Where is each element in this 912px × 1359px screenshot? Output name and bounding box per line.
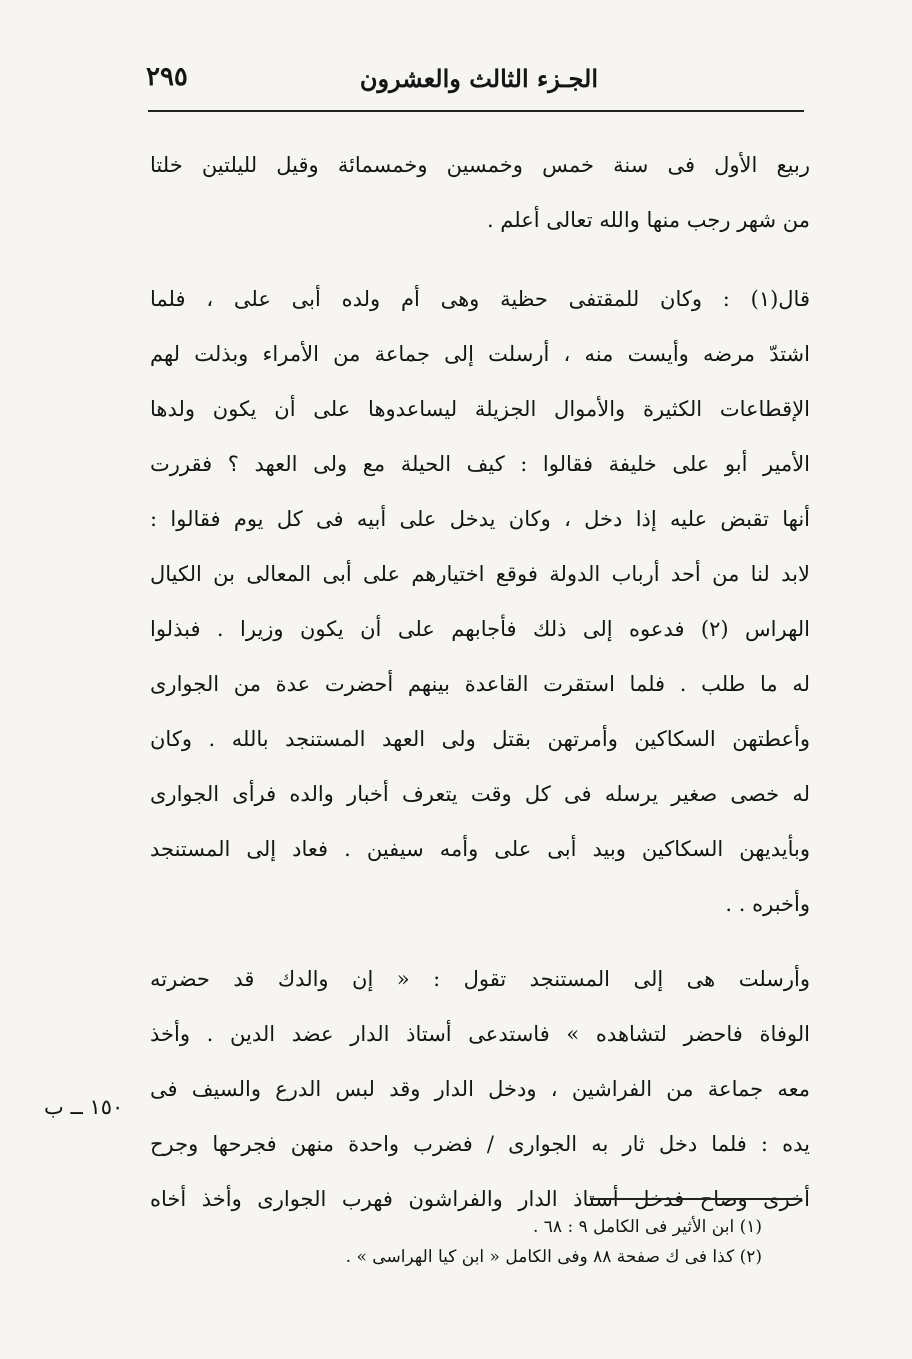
text-line: يده : فلما دخل ثار به الجوارى / فضرب واحدة منهن فجرحها وجرح [150,1132,810,1156]
text-line: الإقطاعات الكثيرة والأموال الجزيلة ليساعدوها على أن يكون ولدها [150,397,810,421]
text-line: له ما طلب . فلما استقرت القاعدة بينهم أحضرت عدة من الجوارى [150,672,810,696]
paragraph-gap [150,932,810,952]
footnotes [122,1212,762,1272]
paragraph-gap [150,248,810,272]
text-line: أخرى وصاح فدخل أستاذ الدار والفراشون فهرب الجوارى وأخذ أخاه [150,1187,810,1211]
text-line: من شهر رجب منها والله تعالى أعلم . [486,208,810,232]
text-line: لابد لنا من أحد أرباب الدولة فوقع اختيارهم على أبى المعالى بن الكيال [150,562,810,586]
main-text [150,138,810,1227]
footnote-rule [590,1198,802,1200]
footnote: (٢) كذا فى ك صفحة ٨٨ وفى الكامل « ابن كيا الهراسى » . [345,1247,762,1267]
text-line: له خصى صغير يرسله فى كل وقت يتعرف أخبار والده فرأى الجوارى [150,782,810,806]
text-line: وأعطتهن السكاكين وأمرتهن بقتل ولى العهد المستنجد بالله . وكان [150,727,810,751]
page-number: ٢٩٥ [146,62,188,92]
text-line: الوفاة فاحضر لتشاهده » فاستدعى أستاذ الدار عضد الدين . وأخذ [150,1022,810,1046]
text-line: وأرسلت هى إلى المستنجد تقول : « إن والدك قد حضرته [150,967,810,991]
text-line: معه جماعة من الفراشين ، ودخل الدار وقد لبس الدرع والسيف فى [150,1077,810,1101]
text-line: وبأيديهن السكاكين وبيد أبى على وأمه سيفين . فعاد إلى المستنجد [150,837,810,861]
text-line: أنها تقبض عليه إذا دخل ، وكان يدخل على أبيه فى كل يوم فقالوا : [150,507,810,531]
page-header [130,58,810,98]
text-line: قال(١) : وكان للمقتفى حظية وهى أم ولده أبى على ، فلما [150,287,810,311]
header-rule [148,110,804,112]
margin-folio-note: ١٥٠ ــ ب [44,1095,124,1119]
text-line: الهراس (٢) فدعوه إلى ذلك فأجابهم على أن يكون وزيرا . فبذلوا [150,617,810,641]
running-title: الجـزء الثالث والعشرون [359,64,598,93]
text-line: ربيع الأول فى سنة خمس وخمسين وخمسمائة وقيل لليلتين خلتا [150,153,810,177]
text-line: الأمير أبو على خليفة فقالوا : كيف الحيلة مع ولى العهد ؟ فقررت [150,452,810,476]
text-line: وأخبره . . [725,892,810,916]
footnote: (١) ابن الأثير فى الكامل ٩ : ٦٨ . [532,1217,762,1237]
text-line: اشتدّ مرضه وأيست منه ، أرسلت إلى جماعة من الأمراء وبذلت لهم [150,342,810,366]
